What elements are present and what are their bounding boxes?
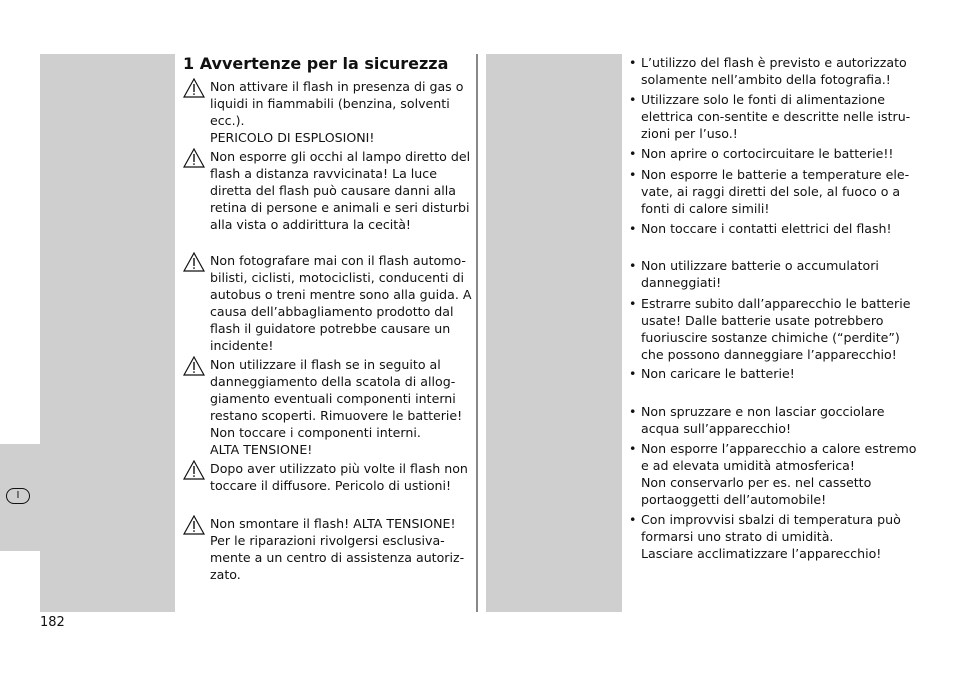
warning-text: Non esporre gli occhi al lampo diretto del flash a distanza ravvicinata! La luce diretta del flash può causare danni alla retina di persone e animali e seri disturbi alla vista o addirittura la cecità! xyxy=(210,149,471,232)
bullet-icon: • xyxy=(629,221,637,236)
bullet-text: Non caricare le batterie! xyxy=(641,366,795,381)
warning-text: Non utilizzare il flash se in seguito al danneggiamento della scatola di allog-giamento eventuali componenti interni restano scoperti. Rimuovere le batterie! Non toccare i componenti interni. xyxy=(210,357,463,440)
bullet-icon: • xyxy=(629,404,637,419)
warning-item xyxy=(183,356,473,458)
warning-triangle-icon xyxy=(183,356,205,376)
warning-item xyxy=(183,460,473,494)
bullet-icon: • xyxy=(629,55,637,70)
bullet-extra: Non conservarlo per es. nel cassetto portaoggetti dell’automobile! xyxy=(641,475,872,507)
bullet-text: Non spruzzare e non lasciar gocciolare acqua sull’apparecchio! xyxy=(641,404,885,436)
bullet-text: Non toccare i contatti elettrici del flash! xyxy=(641,221,892,236)
warning-triangle-icon xyxy=(183,515,205,535)
bullet-icon: • xyxy=(629,146,637,161)
bullet-item xyxy=(629,166,919,217)
warning-text: Dopo aver utilizzato più volte il flash non toccare il diffusore. Pericolo di ustioni! xyxy=(210,461,468,493)
warning-item xyxy=(183,252,473,354)
warning-extra: ALTA TENSIONE! xyxy=(210,442,313,457)
page-number: 182 xyxy=(40,615,65,630)
bullet-icon: • xyxy=(629,441,637,456)
bullet-extra: Lasciare acclimatizzare l’apparecchio! xyxy=(641,546,882,561)
bullet-item xyxy=(629,440,919,508)
bullet-icon: • xyxy=(629,366,637,381)
warning-text: Non attivare il flash in presenza di gas o liquidi in fiammabili (benzina, solventi ecc.). xyxy=(210,79,464,128)
bullet-icon: • xyxy=(629,167,637,182)
bullet-text: Utilizzare solo le fonti di alimentazione elettrica con-sentite e descritte nelle istru-zioni per l’uso.! xyxy=(641,92,911,141)
warning-triangle-icon xyxy=(183,460,205,480)
bullet-icon: • xyxy=(629,512,637,527)
warning-item xyxy=(183,148,473,233)
bullet-text: L’utilizzo del flash è previsto e autorizzato solamente nell’ambito della fotografia.! xyxy=(641,55,907,87)
bullet-text: Estrarre subito dall’apparecchio le batterie usate! Dalle batterie usate potrebbero fuoriuscire sostanze chimiche (“perdite”) che possono danneggiare l’apparecchio! xyxy=(641,296,911,362)
warning-extra: PERICOLO DI ESPLOSIONI! xyxy=(210,130,375,145)
bullet-item xyxy=(629,145,919,162)
bullet-item xyxy=(629,54,919,88)
warning-item xyxy=(183,78,473,146)
bullet-item xyxy=(629,295,919,363)
left-margin-band xyxy=(40,54,175,612)
column-divider xyxy=(476,54,478,612)
bullet-text: Con improvvisi sbalzi di temperatura può formarsi uno strato di umidità. xyxy=(641,512,901,544)
bullet-text: Non esporre le batterie a temperature ele-vate, ai raggi diretti del sole, al fuoco o a fonti di calore simili! xyxy=(641,167,910,216)
bullet-icon: • xyxy=(629,92,637,107)
warning-text: Non fotografare mai con il flash automo-bilisti, ciclisti, motociclisti, conducenti di autobus o treni mentre sono alla guida. A causa dell’abbagliamento prodotto dal flash il guidatore potrebbe causare un incidente! xyxy=(210,253,472,353)
warning-item xyxy=(183,515,473,583)
warning-text: Non smontare il flash! ALTA TENSIONE! Per le riparazioni rivolgersi esclusiva-mente a un centro di assistenza autoriz-zato. xyxy=(210,516,465,582)
bullet-text: Non utilizzare batterie o accumulatori danneggiati! xyxy=(641,258,879,290)
warning-triangle-icon xyxy=(183,148,205,168)
bullet-icon: • xyxy=(629,296,637,311)
bullet-item xyxy=(629,91,919,142)
middle-margin-band xyxy=(486,54,622,612)
warning-triangle-icon xyxy=(183,252,205,272)
bullet-item xyxy=(629,257,919,291)
bullet-item xyxy=(629,365,919,382)
bullet-icon: • xyxy=(629,258,637,273)
language-marker: I xyxy=(6,488,30,504)
bullet-item xyxy=(629,511,919,562)
bullet-item xyxy=(629,220,919,237)
bullet-text: Non aprire o cortocircuitare le batterie!! xyxy=(641,146,894,161)
bullet-text: Non esporre l’apparecchio a calore estremo e ad elevata umidità atmosferica! xyxy=(641,441,917,473)
warning-triangle-icon xyxy=(183,78,205,98)
section-title: 1 Avvertenze per la sicurezza xyxy=(183,54,449,73)
bullet-item xyxy=(629,403,919,437)
